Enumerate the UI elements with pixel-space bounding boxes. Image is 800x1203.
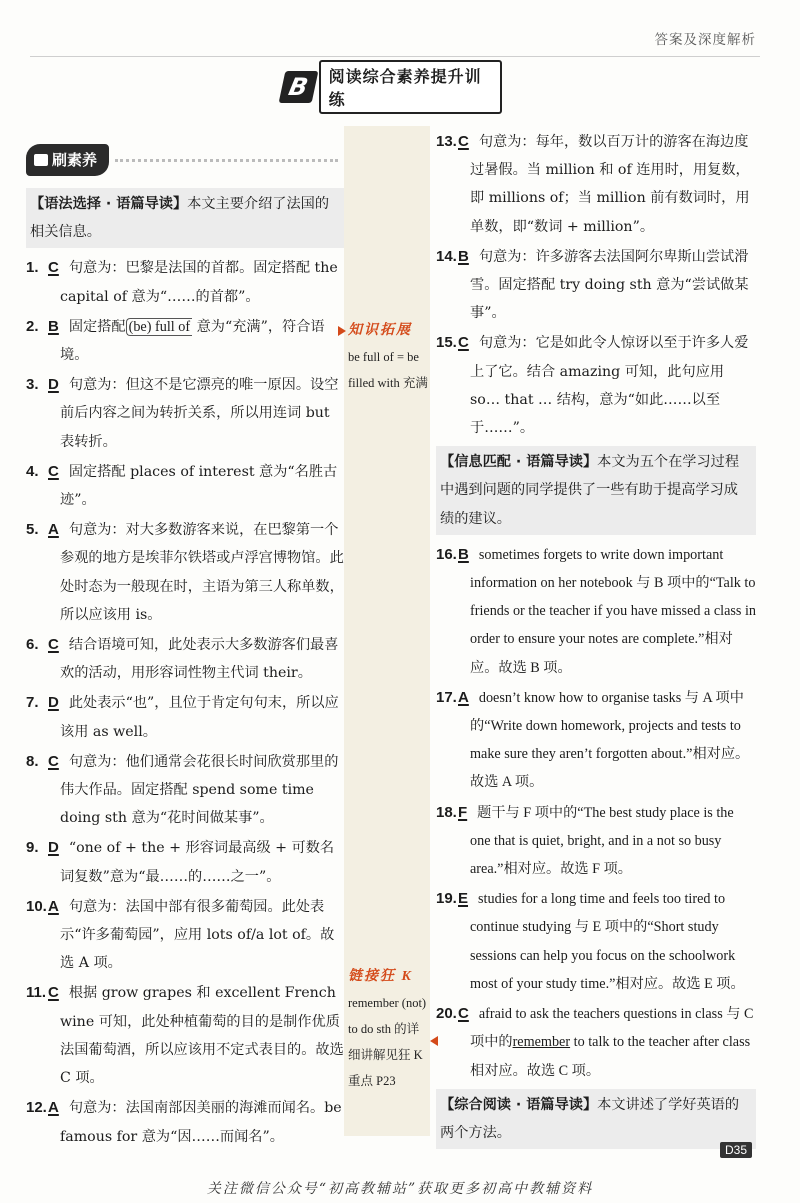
answer-item bbox=[26, 748, 344, 833]
item-number: 19. bbox=[436, 890, 457, 908]
knowledge-note bbox=[348, 318, 430, 396]
footer-watermark: 关注微信公众号“初高教辅站”获取更多初高中教辅资料 bbox=[206, 1181, 594, 1197]
item-number: 4. bbox=[26, 462, 39, 480]
item-explanation: 固定搭配 places of interest 意为“名胜古迹”。 bbox=[60, 463, 338, 509]
answer-item bbox=[436, 541, 756, 682]
item-explanation-pre: 固定搭配 bbox=[68, 318, 126, 335]
item-answer: C bbox=[48, 636, 59, 654]
item-answer: C bbox=[458, 133, 469, 150]
item-explanation-pre: afraid to ask the teachers questions in class 与 C 项中的 bbox=[470, 1006, 754, 1051]
item-number: 7. bbox=[26, 694, 39, 712]
answer-item bbox=[26, 458, 344, 514]
item-number: 18. bbox=[436, 803, 457, 821]
item-answer: C bbox=[48, 984, 59, 1002]
section-label: 【语法选择 · 语篇导读】 bbox=[30, 196, 188, 212]
section-grammar-choice bbox=[26, 188, 344, 248]
item-answer: A bbox=[48, 1099, 59, 1117]
item-number: 5. bbox=[26, 521, 39, 539]
link-note-text: remember (not) to do sth 的详细讲解见狂 K 重点 P23 bbox=[348, 996, 427, 1088]
item-answer: B bbox=[48, 317, 59, 335]
item-number: 1. bbox=[26, 259, 39, 277]
answer-item bbox=[26, 631, 344, 687]
item-explanation: 句意为：巴黎是法国的首都。固定搭配 the capital of 意为“……的首都”。 bbox=[60, 260, 338, 305]
item-number: 13. bbox=[436, 133, 457, 150]
item-number: 16. bbox=[436, 545, 457, 563]
answer-item bbox=[26, 979, 344, 1092]
answer-item bbox=[26, 1094, 344, 1150]
item-answer: E bbox=[458, 890, 469, 908]
bracketed-phrase: (be) full of bbox=[126, 318, 192, 336]
knowledge-note-title: 知识拓展 bbox=[348, 323, 412, 338]
section-label: 【综合阅读 · 语篇导读】 bbox=[440, 1096, 598, 1113]
link-note bbox=[348, 964, 430, 1094]
item-explanation: 意为“充满”，符合语境。 bbox=[60, 318, 325, 364]
note-pointer-icon bbox=[338, 326, 346, 336]
item-explanation: 句意为：法国南部因美丽的海滩而闻名。be famous for 意为“因……而闻名”。 bbox=[60, 1100, 342, 1145]
answer-item bbox=[436, 799, 756, 884]
section-label: 【信息匹配 · 语篇导读】 bbox=[440, 454, 598, 471]
item-explanation: 句意为：它是如此令人惊讶以至于许多人爱上了它。结合 amazing 可知，此句应用 so… that … 结构，意为“如此……以至于……”。 bbox=[470, 335, 749, 437]
item-answer: B bbox=[458, 545, 469, 563]
brush-header bbox=[26, 140, 344, 180]
item-answer: C bbox=[48, 259, 59, 277]
item-explanation: 题干与 F 项中的“The best study place is the one that is quiet, bright, and in a not so busy area.”相对应。故选 F 项。 bbox=[470, 804, 734, 878]
underlined-word: remember bbox=[512, 1034, 571, 1051]
answer-item bbox=[26, 893, 344, 978]
answer-item bbox=[436, 684, 756, 797]
answer-item bbox=[26, 371, 344, 456]
item-answer: A bbox=[458, 688, 469, 706]
item-number: 9. bbox=[26, 839, 39, 857]
answer-item bbox=[436, 128, 756, 241]
banner-title: 阅读综合素养提升训练 bbox=[319, 60, 502, 114]
item-explanation: 句意为：法国中部有很多葡萄园。此处表示“许多葡萄园”，应用 lots of/a lot of。故选 A 项。 bbox=[60, 898, 335, 972]
item-number: 2. bbox=[26, 317, 39, 335]
book-icon bbox=[34, 154, 48, 166]
item-explanation: to talk to the teacher after class 相对应。故选 C 项。 bbox=[470, 1034, 751, 1079]
item-explanation: 句意为：他们通常会花很长时间欣赏那里的伟大作品。固定搭配 spend some time doing sth 意为“花时间做某事”。 bbox=[60, 753, 339, 827]
page-header-title: 答案及深度解析 bbox=[654, 32, 756, 48]
item-explanation: 此处表示“也”，且位于肯定句句末，所以应该用 as well。 bbox=[60, 695, 339, 740]
item-explanation: 句意为：对大多数游客来说，在巴黎第一个参观的地方是埃菲尔铁塔或卢浮宫博物馆。此处时态为一般现在时，主语为第三人称单数，所以应该用 is。 bbox=[60, 522, 344, 623]
item-answer: A bbox=[48, 897, 59, 915]
item-explanation: 根据 grow grapes 和 excellent French wine 可知，此处种植葡萄的目的是制作优质法国葡萄酒，所以应该用不定式表目的。故选 C 项。 bbox=[60, 985, 344, 1087]
item-answer: C bbox=[48, 752, 59, 770]
right-column bbox=[436, 128, 756, 1155]
item-number: 10. bbox=[26, 897, 47, 915]
answer-item bbox=[26, 254, 344, 310]
item-answer: B bbox=[458, 247, 469, 265]
answer-item bbox=[26, 689, 344, 745]
section-text: 本文为五个在学习过程中遇到问题的同学提供了一些有助于提高学习成绩的建议。 bbox=[440, 454, 740, 527]
item-answer: C bbox=[458, 334, 469, 352]
item-answer: C bbox=[458, 1005, 469, 1023]
item-explanation: sometimes forgets to write down important information on her notebook 与 B 项中的“Talk to friends or the teacher if you have missed a class in order to ensure your notes are complete.”相对应。故选 B 项。 bbox=[470, 546, 757, 676]
item-explanation: 句意为：许多游客去法国阿尔卑斯山尝试滑雪。固定搭配 try doing sth 意为“尝试做某事”。 bbox=[470, 248, 749, 322]
item-number: 20. bbox=[436, 1005, 457, 1023]
item-explanation: 句意为：但这不是它漂亮的唯一原因。设空前后内容之间为转折关系，所以用连词 but 表转折。 bbox=[60, 377, 339, 450]
item-explanation: “one of + the + 形容词最高级 + 可数名词复数”意为“最……的……之一”。 bbox=[60, 840, 335, 885]
section-info-matching bbox=[436, 446, 756, 535]
item-answer: F bbox=[458, 803, 468, 821]
answer-item bbox=[436, 885, 756, 998]
answer-item bbox=[26, 313, 344, 369]
answer-item bbox=[26, 834, 344, 890]
item-answer: D bbox=[48, 694, 59, 712]
item-explanation: studies for a long time and feels too tired to continue studying 与 E 项中的“Short study sessions can help you focus on the schoolwork most of your study time.”相对应。故选 E 项。 bbox=[470, 891, 745, 992]
left-column bbox=[26, 140, 344, 1153]
answer-item bbox=[436, 243, 756, 328]
item-answer: D bbox=[48, 839, 59, 857]
section-banner bbox=[282, 67, 502, 109]
page-number: D35 bbox=[720, 1142, 752, 1158]
answer-item bbox=[436, 329, 756, 442]
section-text: 本文主要介绍了法国的相关信息。 bbox=[30, 196, 330, 241]
item-number: 6. bbox=[26, 636, 39, 654]
item-answer: A bbox=[48, 521, 59, 539]
item-number: 12. bbox=[26, 1099, 47, 1117]
knowledge-note-text: be full of = be filled with 充满 bbox=[348, 350, 428, 390]
item-number: 3. bbox=[26, 376, 39, 394]
brush-tag bbox=[26, 144, 109, 176]
item-explanation: 句意为：每年，数以百万计的游客在海边度过暑假。当 million 和 of 连用时，用复数，即 millions of；当 million 前有数词时，用单数，即“数词 + million”。 bbox=[470, 134, 750, 235]
answer-item bbox=[26, 516, 344, 629]
item-answer: D bbox=[48, 376, 59, 394]
header-rule bbox=[30, 56, 760, 57]
section-comprehensive-reading bbox=[436, 1089, 756, 1149]
item-number: 14. bbox=[436, 247, 457, 265]
section-text: 本文讲述了学好英语的两个方法。 bbox=[440, 1096, 740, 1141]
item-explanation: 结合语境可知，此处表示大多数游客们最喜欢的活动，用形容词性物主代词 their。 bbox=[60, 637, 339, 682]
item-number: 8. bbox=[26, 752, 39, 770]
item-explanation: doesn’t know how to organise tasks 与 A 项中的“Write down homework, projects and tests to make sure they aren’t forgotten about.”相对应。故选 A 项。 bbox=[470, 689, 750, 791]
answer-item bbox=[436, 1000, 756, 1085]
dotted-divider bbox=[115, 159, 338, 162]
item-answer: C bbox=[48, 462, 59, 480]
link-note-title: 链接狂 K bbox=[348, 969, 413, 984]
item-number: 11. bbox=[26, 984, 47, 1002]
item-number: 15. bbox=[436, 334, 457, 352]
brush-label: 刷素养 bbox=[52, 150, 98, 169]
item-number: 17. bbox=[436, 688, 457, 706]
banner-letter: B bbox=[279, 71, 318, 103]
